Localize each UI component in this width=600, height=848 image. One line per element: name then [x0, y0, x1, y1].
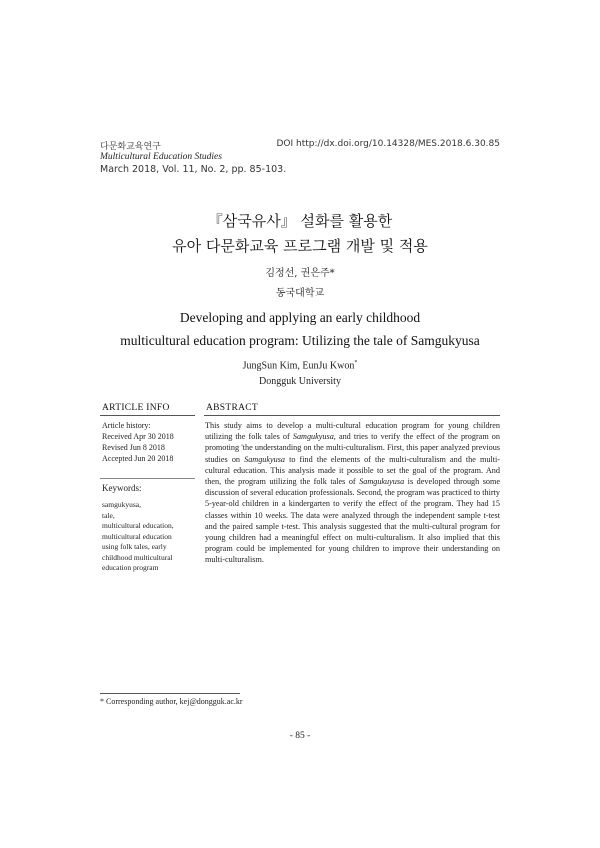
authors-english-names: JungSun Kim, EunJu Kwon: [242, 360, 355, 372]
history-accepted: Accepted Jun 20 2018: [102, 454, 174, 463]
abstract-text-3: to find the elements of the multi-culturalism and the multi-cultural education. This analysis made it possible to set the goal of the program. And then, the program utilizing the folk tales of: [205, 454, 500, 487]
affiliation-english: Dongguk University: [259, 376, 341, 387]
keywords-heading: Keywords:: [102, 483, 142, 493]
abstract-body: [205, 420, 500, 566]
abstract-text-4: is developed through some discussion of several education professionals. Second, the program was practiced to thirty 5-year-old children in a kindergarten to verify the effect of the program. They had 15 classes within 10 weeks. The data were analyzed through the independent sample t-test and the paired sample t-test. This analysis suggested that the multi-cultural program for young children had a meaningful effect on multi-culturalism. It also implied that this program could be implemented for young children to improve their understanding on multi-culturalism.: [205, 477, 501, 565]
abstract-emphasis-2: Samgukyusa: [244, 454, 286, 464]
title-korean-line1: 『삼국유사』 설화를 활용한: [207, 212, 393, 230]
keywords-list: [102, 500, 196, 574]
keywords-divider: [100, 478, 195, 479]
abstract-paragraph: [205, 420, 500, 566]
keyword-item: childhood multicultural: [102, 552, 173, 562]
article-info-divider: [100, 415, 195, 416]
abstract-heading: ABSTRACT: [206, 403, 259, 413]
history-revised: Revised Jun 8 2018: [102, 443, 165, 452]
keyword-item: tale,: [102, 510, 115, 520]
title-english-line2: multicultural education program: Utilizing the tale of Samgukyusa: [120, 333, 480, 348]
footnote-divider: [100, 693, 240, 694]
keyword-item: multicultural education,: [102, 521, 174, 530]
affiliation-korean: 동국대학교: [275, 288, 325, 299]
title-korean-line2: 유아 다문화교육 프로그램 개발 및 적용: [172, 237, 428, 255]
article-info-heading: ARTICLE INFO: [102, 403, 170, 413]
abstract-text-1: This study aims to develop a multi-cultural education program for young children utilizing the folk tales of: [205, 421, 500, 442]
journal-name-korean: 다문화교육연구: [100, 142, 161, 152]
doi-link[interactable]: DOI http://dx.doi.org/10.14328/MES.2018.6.30.85: [276, 139, 500, 149]
journal-issue: March 2018, Vol. 11, No. 2, pp. 85-103.: [100, 164, 287, 175]
keyword-item: using folk tales, early: [102, 542, 167, 551]
keyword-item: education program: [102, 563, 159, 572]
authors-korean: 김정선, 권은주*: [265, 268, 335, 279]
title-korean: [0, 209, 600, 259]
abstract-emphasis-3: Samgukuyusa: [359, 477, 405, 487]
corresponding-author-footnote: * Corresponding author, kej@dongguk.ac.kr: [100, 697, 243, 706]
history-received: Received Apr 30 2018: [102, 432, 174, 441]
abstract-emphasis-1: Samgukyusa: [292, 432, 334, 442]
keyword-item: samgukyusa,: [102, 500, 141, 509]
page-number: - 85 -: [289, 731, 311, 741]
corresponding-author-mark: *: [354, 360, 358, 366]
article-history: [102, 420, 196, 464]
authors-english: [0, 360, 600, 371]
history-label: Article history:: [102, 421, 151, 430]
journal-name-english: Multicultural Education Studies: [100, 152, 222, 162]
abstract-text-2: , and tries to verify the effect of the program on promoting 'the understanding on the multi-culturalism. First, this paper analyzed previous studies on: [205, 432, 500, 464]
abstract-divider: [204, 415, 500, 416]
title-english-line1: Developing and applying an early childhood: [179, 310, 421, 325]
keyword-item: multicultural education: [102, 531, 172, 541]
title-english: [0, 306, 600, 352]
